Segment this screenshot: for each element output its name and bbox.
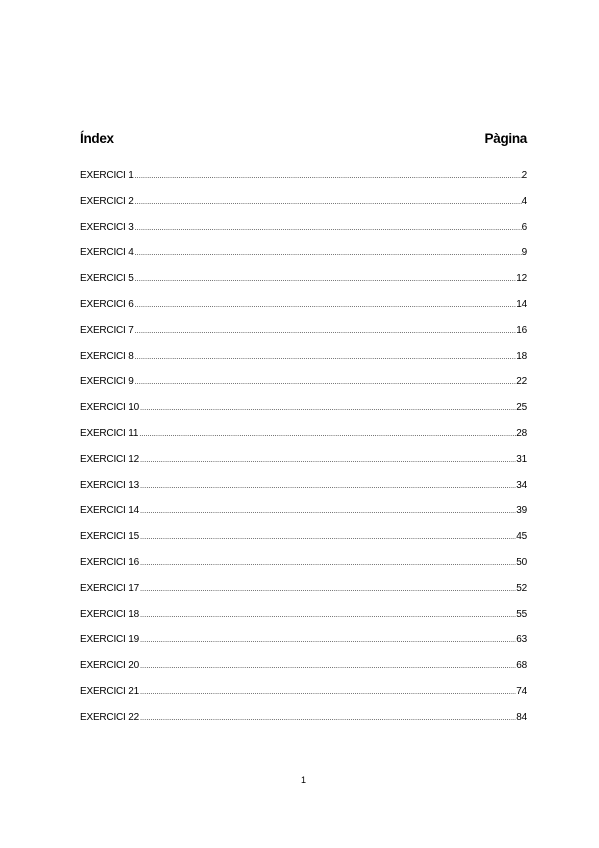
toc-entry-label: EXERCICI 13 <box>80 479 139 491</box>
toc-entry-page: 4 <box>521 195 527 207</box>
toc-dot-leader <box>134 197 522 206</box>
toc-entry[interactable] <box>80 505 527 531</box>
toc-dot-leader <box>139 558 516 567</box>
toc-dot-leader <box>139 403 516 412</box>
toc-page-column-heading: Pàgina <box>484 131 527 146</box>
toc-entry-label: EXERCICI 15 <box>80 531 139 543</box>
toc-entry-label: EXERCICI 17 <box>80 582 139 594</box>
toc-dot-leader <box>139 455 516 464</box>
toc-entry[interactable] <box>80 196 527 222</box>
toc-entry[interactable] <box>80 428 527 454</box>
toc-entry-label: EXERCICI 5 <box>80 273 134 285</box>
toc-entry-page: 52 <box>516 582 527 594</box>
toc-entry[interactable] <box>80 325 527 351</box>
toc-entry[interactable] <box>80 712 527 738</box>
toc-entry-label: EXERCICI 1 <box>80 170 134 181</box>
toc-entry-label: EXERCICI 18 <box>80 608 139 620</box>
toc-entry[interactable] <box>80 351 527 377</box>
toc-entry[interactable] <box>80 480 527 506</box>
toc-dot-leader <box>138 429 516 438</box>
toc-entry-label: EXERCICI 20 <box>80 660 139 672</box>
toc-entry-page: 9 <box>521 247 527 259</box>
toc-entry-label: EXERCICI 2 <box>80 195 134 207</box>
toc-dot-leader <box>134 223 522 232</box>
toc-entry-page: 6 <box>521 221 527 233</box>
toc-entry[interactable] <box>80 583 527 609</box>
toc-entry-label: EXERCICI 3 <box>80 221 134 233</box>
toc-entry-page: 31 <box>516 453 527 465</box>
toc-entry-label: EXERCICI 7 <box>80 324 134 336</box>
toc-entry-page: 55 <box>516 608 527 620</box>
toc-entry-page: 16 <box>516 324 527 336</box>
toc-entry-label: EXERCICI 8 <box>80 350 134 362</box>
toc-entry-label: EXERCICI 6 <box>80 298 134 310</box>
toc-dot-leader <box>134 326 517 335</box>
toc-entry-page: 34 <box>516 479 527 491</box>
toc-dot-leader <box>139 610 516 619</box>
toc-entry-page: 68 <box>516 660 527 672</box>
toc-entry[interactable] <box>80 376 527 402</box>
toc-entry-label: EXERCICI 10 <box>80 402 139 414</box>
toc-entry-label: EXERCICI 16 <box>80 556 139 568</box>
toc-entry-page: 84 <box>516 711 527 723</box>
toc-entry-label: EXERCICI 21 <box>80 685 139 697</box>
toc-entry[interactable] <box>80 402 527 428</box>
toc-entry[interactable] <box>80 170 527 196</box>
toc-entry[interactable] <box>80 686 527 712</box>
toc-dot-leader <box>139 687 516 696</box>
toc-dot-leader <box>134 248 522 257</box>
toc-entry-label: EXERCICI 22 <box>80 711 139 723</box>
toc-entry[interactable] <box>80 222 527 248</box>
toc-entry[interactable] <box>80 634 527 660</box>
toc-list <box>80 170 527 738</box>
toc-dot-leader <box>139 635 516 644</box>
toc-header <box>80 131 527 146</box>
toc-dot-leader <box>134 171 522 180</box>
toc-entry[interactable] <box>80 247 527 273</box>
toc-entry-label: EXERCICI 14 <box>80 505 139 517</box>
toc-entry-page: 2 <box>521 170 527 181</box>
toc-dot-leader <box>134 352 517 361</box>
toc-entry-page: 14 <box>516 298 527 310</box>
toc-entry-page: 12 <box>516 273 527 285</box>
toc-dot-leader <box>139 532 516 541</box>
page-number: 1 <box>300 775 306 785</box>
toc-dot-leader <box>134 274 517 283</box>
toc-entry-label: EXERCICI 9 <box>80 376 134 388</box>
toc-dot-leader <box>139 481 516 490</box>
toc-entry-page: 39 <box>516 505 527 517</box>
toc-entry-page: 25 <box>516 402 527 414</box>
toc-entry-page: 50 <box>516 556 527 568</box>
toc-dot-leader <box>139 661 516 670</box>
toc-entry[interactable] <box>80 609 527 635</box>
toc-entry-page: 18 <box>516 350 527 362</box>
toc-dot-leader <box>139 713 516 722</box>
toc-title: Índex <box>80 131 114 146</box>
toc-dot-leader <box>134 377 517 386</box>
toc-entry[interactable] <box>80 531 527 557</box>
toc-dot-leader <box>139 584 516 593</box>
toc-entry-page: 28 <box>516 427 527 439</box>
toc-entry-page: 63 <box>516 634 527 646</box>
toc-dot-leader <box>139 506 516 515</box>
toc-entry[interactable] <box>80 557 527 583</box>
toc-entry[interactable] <box>80 660 527 686</box>
toc-entry[interactable] <box>80 454 527 480</box>
toc-entry-page: 22 <box>516 376 527 388</box>
toc-dot-leader <box>134 300 517 309</box>
toc-entry[interactable] <box>80 273 527 299</box>
toc-entry-page: 74 <box>516 685 527 697</box>
toc-entry[interactable] <box>80 299 527 325</box>
toc-entry-label: EXERCICI 4 <box>80 247 134 259</box>
toc-entry-page: 45 <box>516 531 527 543</box>
toc-entry-label: EXERCICI 12 <box>80 453 139 465</box>
toc-entry-label: EXERCICI 19 <box>80 634 139 646</box>
toc-entry-label: EXERCICI 11 <box>80 427 139 439</box>
